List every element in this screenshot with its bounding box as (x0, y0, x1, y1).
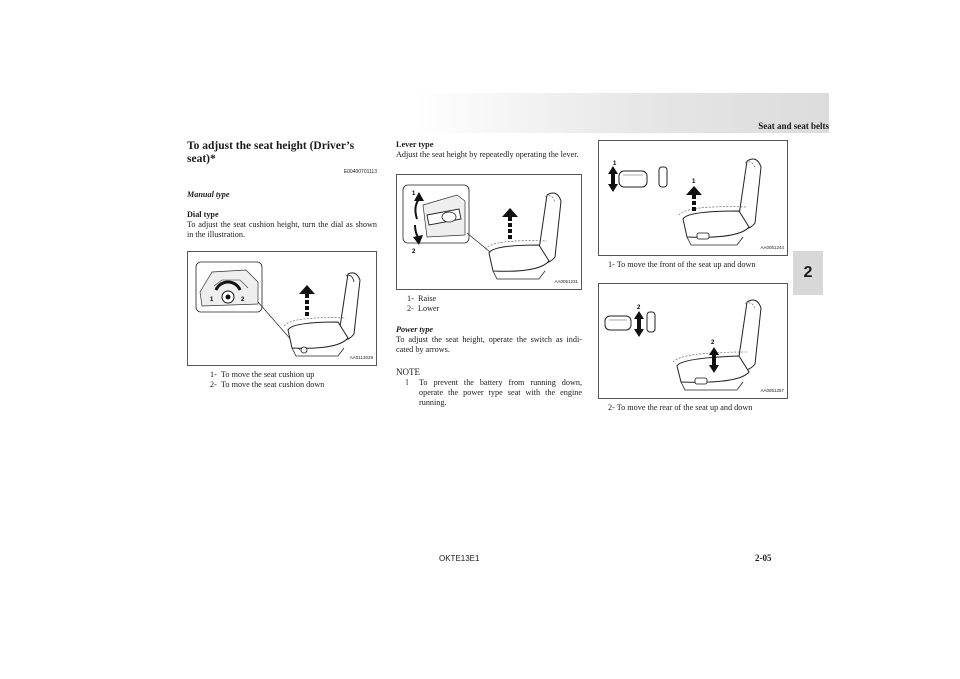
power-rear-caption: 2- To move the rear of the seat up and down (608, 403, 753, 412)
power-front-caption: 1- To move the front of the seat up and down (608, 260, 756, 269)
list-item: 1- To move the seat cushion up (210, 370, 315, 379)
list-item: 2- To move the seat cushion down (210, 380, 325, 389)
lever-type-text: Adjust the seat height by repeatedly operating the lever. (396, 150, 579, 159)
page-number: 2-05 (755, 553, 772, 563)
dial-type-heading: Dial type (187, 210, 219, 219)
middle-column (396, 140, 582, 408)
power-rear-illustration (599, 284, 787, 398)
left-column (187, 140, 377, 390)
list-item: 2- Lower (407, 304, 440, 313)
note-heading: NOTE (396, 367, 420, 377)
note-item (396, 378, 582, 408)
dial-caption-list (187, 370, 377, 390)
lever-seat-illustration (397, 175, 581, 289)
chapter-tab (793, 251, 823, 295)
power-type-heading: Power type (396, 325, 434, 334)
bullet-icon: l (406, 378, 409, 387)
chapter-number: 2 (803, 264, 813, 281)
dial-figure (187, 251, 377, 366)
power-front-figure (598, 140, 788, 256)
front-seat-label: 1 (692, 179, 696, 185)
lever-caption-list (396, 294, 582, 314)
list-item: 1- Raise (407, 294, 437, 303)
power-rear-figure-code: AA0051257 (760, 388, 784, 393)
dial-label-2: 2 (241, 297, 245, 303)
note-text: To prevent the battery from running down, operate the power type seat with the engine running. (419, 378, 582, 407)
power-front-figure-code: AA0051244 (760, 245, 784, 250)
front-switch-label: 1 (613, 161, 617, 167)
rear-seat-label: 2 (711, 340, 715, 346)
document-code: OKTE13E1 (439, 554, 480, 563)
lever-label-2: 2 (412, 249, 416, 255)
power-type-text: To adjust the seat height, operate the switch as indi-cated by arrows. (396, 335, 582, 354)
power-rear-figure (598, 283, 788, 399)
power-front-illustration (599, 141, 787, 255)
lever-figure-code: AA0051231 (554, 279, 578, 284)
dial-label-1: 1 (210, 297, 214, 303)
section-title: Seat and seat belts (758, 121, 829, 131)
lever-figure (396, 174, 582, 290)
manual-type-heading: Manual type (187, 190, 230, 199)
dial-figure-code: AA0113029 (349, 355, 373, 360)
dial-seat-illustration (188, 252, 376, 365)
right-column (598, 140, 788, 413)
section-code: E00400701113 (343, 169, 377, 175)
lever-type-heading: Lever type (396, 140, 434, 149)
section-heading: To adjust the seat height (Driver’s seat)* (187, 140, 355, 165)
lever-label-1: 1 (412, 191, 416, 197)
rear-switch-label: 2 (637, 305, 641, 311)
dial-type-text: To adjust the seat cushion height, turn the dial as shown in the illustration. (187, 220, 377, 239)
